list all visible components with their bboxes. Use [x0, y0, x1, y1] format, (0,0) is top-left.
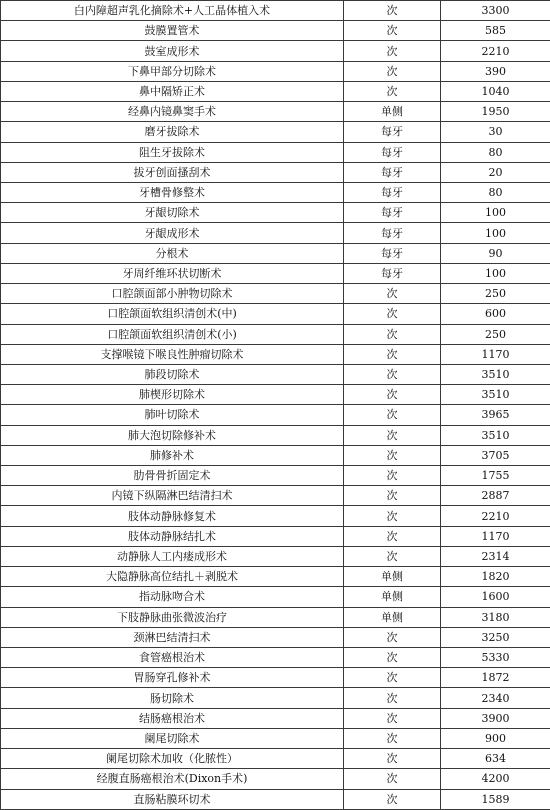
unit-cell: 次 — [344, 344, 441, 364]
procedure-name-cell: 分根术 — [1, 243, 344, 263]
table-row — [1, 749, 550, 769]
procedure-name-cell: 白内障超声乳化摘除术+人工晶体植入术 — [1, 1, 344, 21]
table-row — [1, 789, 550, 809]
price-cell: 1170 — [441, 526, 550, 546]
unit-cell: 次 — [344, 81, 441, 101]
price-cell: 1040 — [441, 81, 550, 101]
procedure-name-cell: 牙龈成形术 — [1, 223, 344, 243]
table-row — [1, 344, 550, 364]
price-cell: 3705 — [441, 445, 550, 465]
procedure-name-cell: 鼓室成形术 — [1, 41, 344, 61]
price-cell: 1872 — [441, 668, 550, 688]
unit-cell: 单侧 — [344, 567, 441, 587]
procedure-name-cell: 鼓膜置管术 — [1, 21, 344, 41]
price-cell: 2887 — [441, 486, 550, 506]
price-cell: 250 — [441, 284, 550, 304]
price-cell: 3510 — [441, 364, 550, 384]
procedure-name-cell: 肢体动静脉结扎术 — [1, 526, 344, 546]
unit-cell: 次 — [344, 41, 441, 61]
price-cell: 1170 — [441, 344, 550, 364]
price-cell: 1600 — [441, 587, 550, 607]
price-cell: 20 — [441, 162, 550, 182]
price-cell: 90 — [441, 243, 550, 263]
unit-cell: 单侧 — [344, 587, 441, 607]
procedure-name-cell: 结肠癌根治术 — [1, 708, 344, 728]
price-cell: 634 — [441, 749, 550, 769]
table-row — [1, 243, 550, 263]
procedure-name-cell: 肠切除术 — [1, 688, 344, 708]
table-row — [1, 182, 550, 202]
procedure-name-cell: 经鼻内镜鼻窦手术 — [1, 102, 344, 122]
procedure-name-cell: 磨牙拔除术 — [1, 122, 344, 142]
procedure-name-cell: 肺修补术 — [1, 445, 344, 465]
price-cell: 1950 — [441, 102, 550, 122]
table-row — [1, 385, 550, 405]
price-cell: 250 — [441, 324, 550, 344]
procedure-name-cell: 内镜下纵隔淋巴结清扫术 — [1, 486, 344, 506]
unit-cell: 次 — [344, 304, 441, 324]
table-row — [1, 223, 550, 243]
unit-cell: 次 — [344, 749, 441, 769]
price-cell: 80 — [441, 182, 550, 202]
procedure-name-cell: 指动脉吻合术 — [1, 587, 344, 607]
procedure-name-cell: 肢体动静脉修复术 — [1, 506, 344, 526]
unit-cell: 每牙 — [344, 263, 441, 283]
price-cell: 3510 — [441, 385, 550, 405]
price-cell: 5330 — [441, 648, 550, 668]
table-row — [1, 1, 550, 21]
procedure-name-cell: 口腔颌面部小肿物切除术 — [1, 284, 344, 304]
table-row — [1, 607, 550, 627]
price-cell: 1820 — [441, 567, 550, 587]
price-cell: 3180 — [441, 607, 550, 627]
price-cell: 900 — [441, 728, 550, 748]
table-row — [1, 304, 550, 324]
price-cell: 100 — [441, 263, 550, 283]
unit-cell: 每牙 — [344, 203, 441, 223]
unit-cell: 次 — [344, 21, 441, 41]
unit-cell: 次 — [344, 648, 441, 668]
procedure-name-cell: 阑尾切除术加收（化脓性） — [1, 749, 344, 769]
table-row — [1, 122, 550, 142]
table-row — [1, 284, 550, 304]
unit-cell: 次 — [344, 385, 441, 405]
table-row — [1, 405, 550, 425]
procedure-name-cell: 胃肠穿孔修补术 — [1, 668, 344, 688]
procedure-name-cell: 口腔颌面软组织清创术(小) — [1, 324, 344, 344]
procedure-name-cell: 阻生牙拔除术 — [1, 142, 344, 162]
table-row — [1, 61, 550, 81]
procedure-name-cell: 动静脉人工内瘘成形术 — [1, 546, 344, 566]
price-cell: 3250 — [441, 627, 550, 647]
price-cell: 30 — [441, 122, 550, 142]
price-cell: 600 — [441, 304, 550, 324]
unit-cell: 每牙 — [344, 223, 441, 243]
unit-cell: 次 — [344, 486, 441, 506]
procedure-name-cell: 经腹直肠癌根治术(Dixon手术) — [1, 769, 344, 789]
price-cell: 3965 — [441, 405, 550, 425]
unit-cell: 次 — [344, 546, 441, 566]
table-row — [1, 263, 550, 283]
procedure-name-cell: 肺大泡切除修补术 — [1, 425, 344, 445]
procedure-name-cell: 颈淋巴结清扫术 — [1, 627, 344, 647]
table-row — [1, 445, 550, 465]
unit-cell: 次 — [344, 789, 441, 809]
procedure-name-cell: 牙槽骨修整术 — [1, 182, 344, 202]
unit-cell: 次 — [344, 324, 441, 344]
procedure-name-cell: 牙周纤维环状切断术 — [1, 263, 344, 283]
unit-cell: 每牙 — [344, 162, 441, 182]
unit-cell: 次 — [344, 425, 441, 445]
table-row — [1, 203, 550, 223]
price-cell: 2314 — [441, 546, 550, 566]
unit-cell: 次 — [344, 668, 441, 688]
procedure-name-cell: 直肠粘膜环切术 — [1, 789, 344, 809]
price-cell: 1589 — [441, 789, 550, 809]
procedure-name-cell: 口腔颌面软组织清创术(中) — [1, 304, 344, 324]
table-row — [1, 21, 550, 41]
price-cell: 585 — [441, 21, 550, 41]
procedure-name-cell: 拔牙创面搔刮术 — [1, 162, 344, 182]
table-row — [1, 486, 550, 506]
price-cell: 390 — [441, 61, 550, 81]
price-cell: 4200 — [441, 769, 550, 789]
unit-cell: 次 — [344, 284, 441, 304]
table-row — [1, 41, 550, 61]
unit-cell: 次 — [344, 769, 441, 789]
unit-cell: 次 — [344, 708, 441, 728]
price-cell: 3900 — [441, 708, 550, 728]
table-row — [1, 668, 550, 688]
price-cell: 100 — [441, 203, 550, 223]
unit-cell: 次 — [344, 526, 441, 546]
procedure-name-cell: 牙龈切除术 — [1, 203, 344, 223]
unit-cell: 单侧 — [344, 607, 441, 627]
table-row — [1, 688, 550, 708]
table-row — [1, 526, 550, 546]
procedure-name-cell: 肺段切除术 — [1, 364, 344, 384]
table-row — [1, 769, 550, 789]
price-cell: 2210 — [441, 41, 550, 61]
procedure-name-cell: 肺楔形切除术 — [1, 385, 344, 405]
table-row — [1, 102, 550, 122]
price-table-body — [1, 1, 550, 810]
procedure-name-cell: 下肢静脉曲张微波治疗 — [1, 607, 344, 627]
table-row — [1, 648, 550, 668]
price-cell: 1755 — [441, 466, 550, 486]
unit-cell: 次 — [344, 728, 441, 748]
unit-cell: 次 — [344, 364, 441, 384]
table-row — [1, 81, 550, 101]
price-cell: 3510 — [441, 425, 550, 445]
price-cell: 80 — [441, 142, 550, 162]
unit-cell: 次 — [344, 688, 441, 708]
procedure-name-cell: 肋骨骨折固定术 — [1, 466, 344, 486]
price-cell: 100 — [441, 223, 550, 243]
unit-cell: 每牙 — [344, 182, 441, 202]
table-row — [1, 324, 550, 344]
table-row — [1, 627, 550, 647]
price-cell: 3300 — [441, 1, 550, 21]
table-row — [1, 567, 550, 587]
unit-cell: 次 — [344, 405, 441, 425]
unit-cell: 每牙 — [344, 243, 441, 263]
unit-cell: 次 — [344, 506, 441, 526]
unit-cell: 次 — [344, 1, 441, 21]
procedure-name-cell: 食管癌根治术 — [1, 648, 344, 668]
table-row — [1, 142, 550, 162]
table-row — [1, 162, 550, 182]
procedure-name-cell: 大隐静脉高位结扎＋剥脱术 — [1, 567, 344, 587]
procedure-name-cell: 下鼻甲部分切除术 — [1, 61, 344, 81]
price-cell: 2340 — [441, 688, 550, 708]
procedure-name-cell: 肺叶切除术 — [1, 405, 344, 425]
table-row — [1, 425, 550, 445]
unit-cell: 每牙 — [344, 142, 441, 162]
table-row — [1, 587, 550, 607]
procedure-name-cell: 鼻中隔矫正术 — [1, 81, 344, 101]
table-row — [1, 728, 550, 748]
unit-cell: 次 — [344, 61, 441, 81]
table-row — [1, 708, 550, 728]
procedure-name-cell: 支撑喉镜下喉良性肿瘤切除术 — [1, 344, 344, 364]
unit-cell: 单侧 — [344, 102, 441, 122]
unit-cell: 次 — [344, 627, 441, 647]
unit-cell: 次 — [344, 445, 441, 465]
table-row — [1, 506, 550, 526]
procedure-name-cell: 阑尾切除术 — [1, 728, 344, 748]
price-cell: 2210 — [441, 506, 550, 526]
table-row — [1, 466, 550, 486]
unit-cell: 每牙 — [344, 122, 441, 142]
table-row — [1, 364, 550, 384]
table-row — [1, 546, 550, 566]
unit-cell: 次 — [344, 466, 441, 486]
